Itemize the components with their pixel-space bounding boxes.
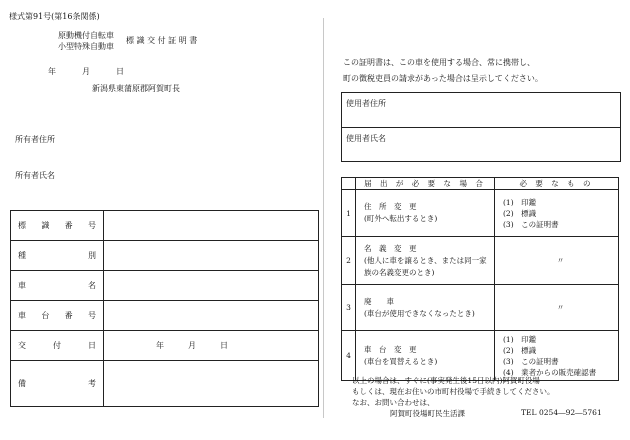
form-number: 様式第91号(第16条関係) xyxy=(9,12,100,21)
contact-tel-label: TEL xyxy=(521,408,537,417)
chassis-number-label: 車 台 番 号 xyxy=(11,301,104,331)
case-subtitle: (車台を買替えるとき) xyxy=(364,356,438,366)
case-cell xyxy=(356,331,495,381)
case-subtitle: (町外へ転出するとき) xyxy=(364,214,438,223)
vehicle-name-label: 車 名 xyxy=(11,271,104,301)
table-row xyxy=(342,285,619,331)
category-label: 種 別 xyxy=(11,241,104,271)
user-address-label: 使用者住所 xyxy=(346,99,386,108)
user-address-field[interactable] xyxy=(342,93,620,127)
category-value[interactable] xyxy=(104,241,319,271)
notice-line-1: この証明書は、この車を使用する場合、常に携帯し、 xyxy=(343,58,535,67)
issue-date-value[interactable]: 年 月 日 xyxy=(104,331,319,361)
case-cell xyxy=(356,285,495,331)
case-title: 廃 車 xyxy=(364,296,394,306)
required-items: 〃 xyxy=(495,285,619,331)
case-cell xyxy=(356,190,495,237)
table-row xyxy=(11,361,319,407)
notice-line-2: 町の徴税吏員の請求があった場合は呈示してください。 xyxy=(343,74,543,83)
table-row xyxy=(342,237,619,285)
required-items: (1) 印鑑 (2) 標識 (3) この証明書 (4) 業者からの販売確認書 xyxy=(495,331,619,381)
table-row xyxy=(11,271,319,301)
table-row xyxy=(11,241,319,271)
required-items: (1) 印鑑 (2) 標識 (3) この証明書 xyxy=(495,190,619,237)
user-name-field[interactable] xyxy=(342,127,620,161)
issue-date-label: 交 付 日 xyxy=(11,331,104,361)
footer-line-3: なお、お問い合わせは、 xyxy=(352,398,435,407)
chassis-number-value[interactable] xyxy=(104,301,319,331)
table-row xyxy=(342,331,619,381)
procedures-table xyxy=(341,177,619,381)
date-month-label: 月 xyxy=(82,67,90,76)
case-cell xyxy=(356,237,495,285)
remarks-label: 備 考 xyxy=(11,361,104,407)
date-year-label: 年 xyxy=(48,67,56,76)
date-day-label: 日 xyxy=(116,67,124,76)
plate-number-label: 標 識 番 号 xyxy=(11,211,104,241)
issuer-name: 新潟県東蒲原郡阿賀町長 xyxy=(92,84,180,93)
vehicle-name-value[interactable] xyxy=(104,271,319,301)
table-row xyxy=(11,211,319,241)
footer-line-2: もしくは、現在お住いの市町村役場で手続きしてください。 xyxy=(352,387,555,396)
table-header xyxy=(342,178,619,190)
owner-address-label: 所有者住所 xyxy=(15,135,55,144)
row-number: 3 xyxy=(342,285,356,331)
case-title: 車 台 変 更 xyxy=(364,344,417,354)
vehicle-type-moped: 原動機付自転車 xyxy=(58,31,114,40)
plate-number-value[interactable] xyxy=(104,211,319,241)
contact-tel: 0254―92―5761 xyxy=(539,408,602,417)
remarks-value[interactable] xyxy=(104,361,319,407)
case-subtitle: (車台が使用できなくなったとき) xyxy=(364,308,475,318)
table-row xyxy=(342,190,619,237)
row-number: 4 xyxy=(342,331,356,381)
page-divider xyxy=(323,18,324,418)
user-name-label: 使用者氏名 xyxy=(346,134,386,143)
table-row xyxy=(11,301,319,331)
user-info-box xyxy=(341,92,621,162)
header-required: 必 要 な も の xyxy=(495,178,619,190)
header-cases: 届 出 が 必 要 な 場 合 xyxy=(356,178,495,190)
document-title: 標 識 交 付 証 明 書 xyxy=(126,36,198,45)
registration-table xyxy=(10,210,319,407)
case-title: 住 所 変 更 xyxy=(364,202,417,211)
vehicle-type-special: 小型特殊自動車 xyxy=(58,42,114,51)
owner-name-label: 所有者氏名 xyxy=(15,171,55,180)
required-items: 〃 xyxy=(495,237,619,285)
footer-line-1: 以上の場合は、すぐに(事実発生後15日以内)阿賀町役場 xyxy=(352,376,540,385)
case-title: 名 義 変 更 xyxy=(364,243,417,253)
row-number: 2 xyxy=(342,237,356,285)
table-row xyxy=(11,331,319,361)
row-number: 1 xyxy=(342,190,356,237)
case-subtitle: (他人に車を譲るとき、または同一家族の名義変更のとき) xyxy=(364,255,487,277)
contact-office: 阿賀町役場町民生活課 xyxy=(390,409,465,418)
